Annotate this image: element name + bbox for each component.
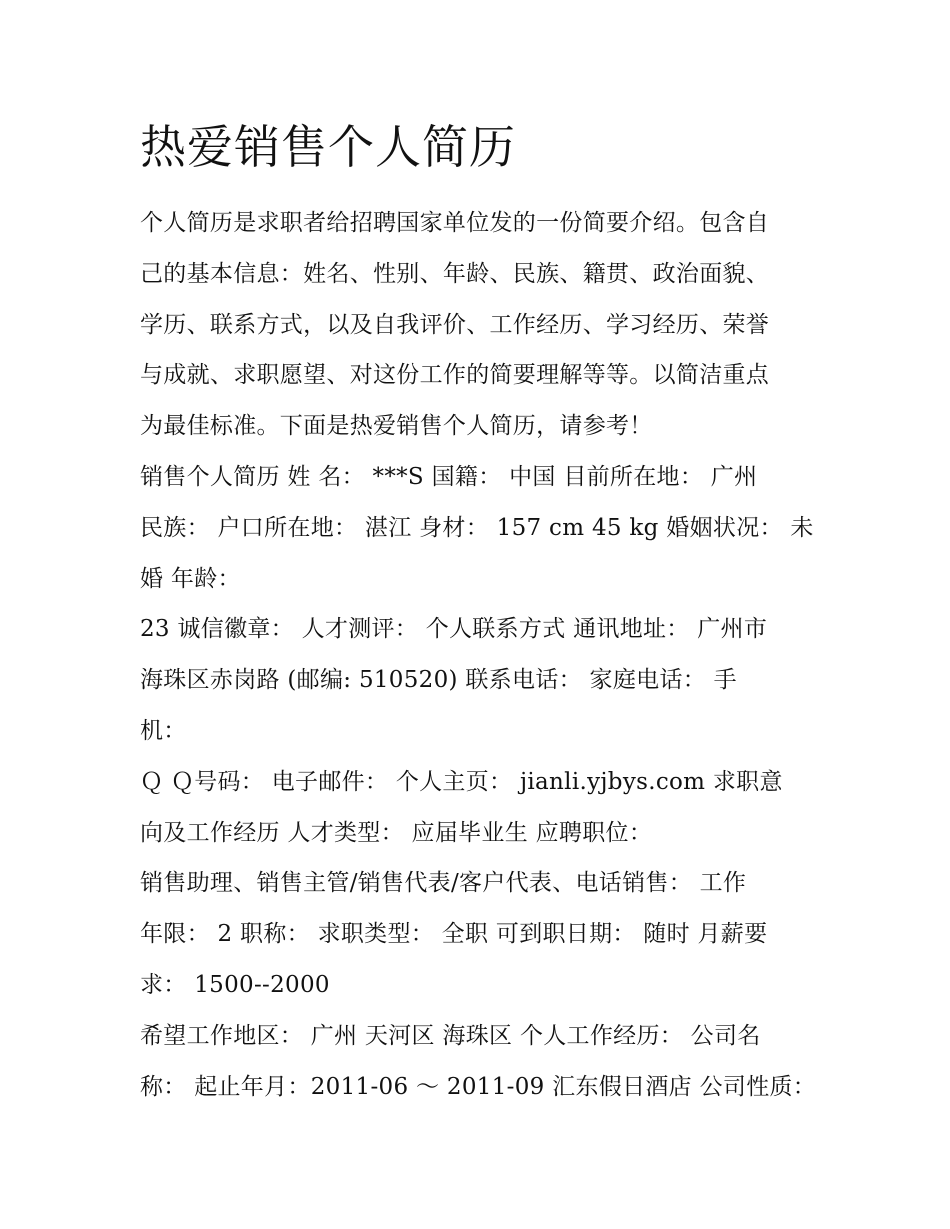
body-line: 销售助理、销售主管/销售代表/客户代表、电话销售： 工作 — [140, 870, 747, 897]
body-line: 海珠区赤岗路 (邮编: 510520) 联系电话： 家庭电话： 手 — [140, 667, 737, 694]
body-line: 求： 1500--2000 — [140, 971, 330, 998]
document-body — [140, 198, 830, 1112]
body-line: 希望工作地区： 广州 天河区 海珠区 个人工作经历： 公司名 — [140, 1022, 761, 1049]
body-line: 机： — [140, 717, 187, 744]
body-line: 个人简历是求职者给招聘国家单位发的一份简要介绍。包含自 — [140, 210, 770, 236]
document-title: 热爱销售个人简历 — [140, 120, 516, 174]
body-line: 称： 起止年月：2011-06 ～ 2011-09 汇东假日酒店 公司性质： — [140, 1073, 817, 1100]
body-line: 学历、联系方式，以及自我评价、工作经历、学习经历、荣誉 — [140, 311, 770, 338]
body-line: 年限： 2 职称： 求职类型： 全职 可到职日期： 随时 月薪要 — [140, 921, 768, 948]
body-line: 婚 年龄： — [140, 565, 241, 592]
body-line: 23 诚信徽章： 人才测评： 个人联系方式 通讯地址： 广州市 — [140, 616, 768, 643]
body-line: Ｑ Ｑ号码： 电子邮件： 个人主页： jianli.yjbys.com 求职意 — [140, 768, 783, 795]
body-line: 民族： 户口所在地： 湛江 身材： 157 cm 45 kg 婚姻状况： 未 — [140, 514, 814, 541]
body-line: 己的基本信息：姓名、性别、年龄、民族、籍贯、政治面貌、 — [140, 260, 770, 287]
body-line: 向及工作经历 人才类型： 应届毕业生 应聘职位： — [140, 819, 653, 846]
body-line: 为最佳标准。下面是热爱销售个人简历，请参考！ — [140, 413, 653, 440]
body-line: 销售个人简历 姓 名： ***S 国籍： 中国 目前所在地： 广州 — [140, 463, 758, 490]
body-line: 与成就、求职愿望、对这份工作的简要理解等等。以简洁重点 — [140, 362, 770, 389]
